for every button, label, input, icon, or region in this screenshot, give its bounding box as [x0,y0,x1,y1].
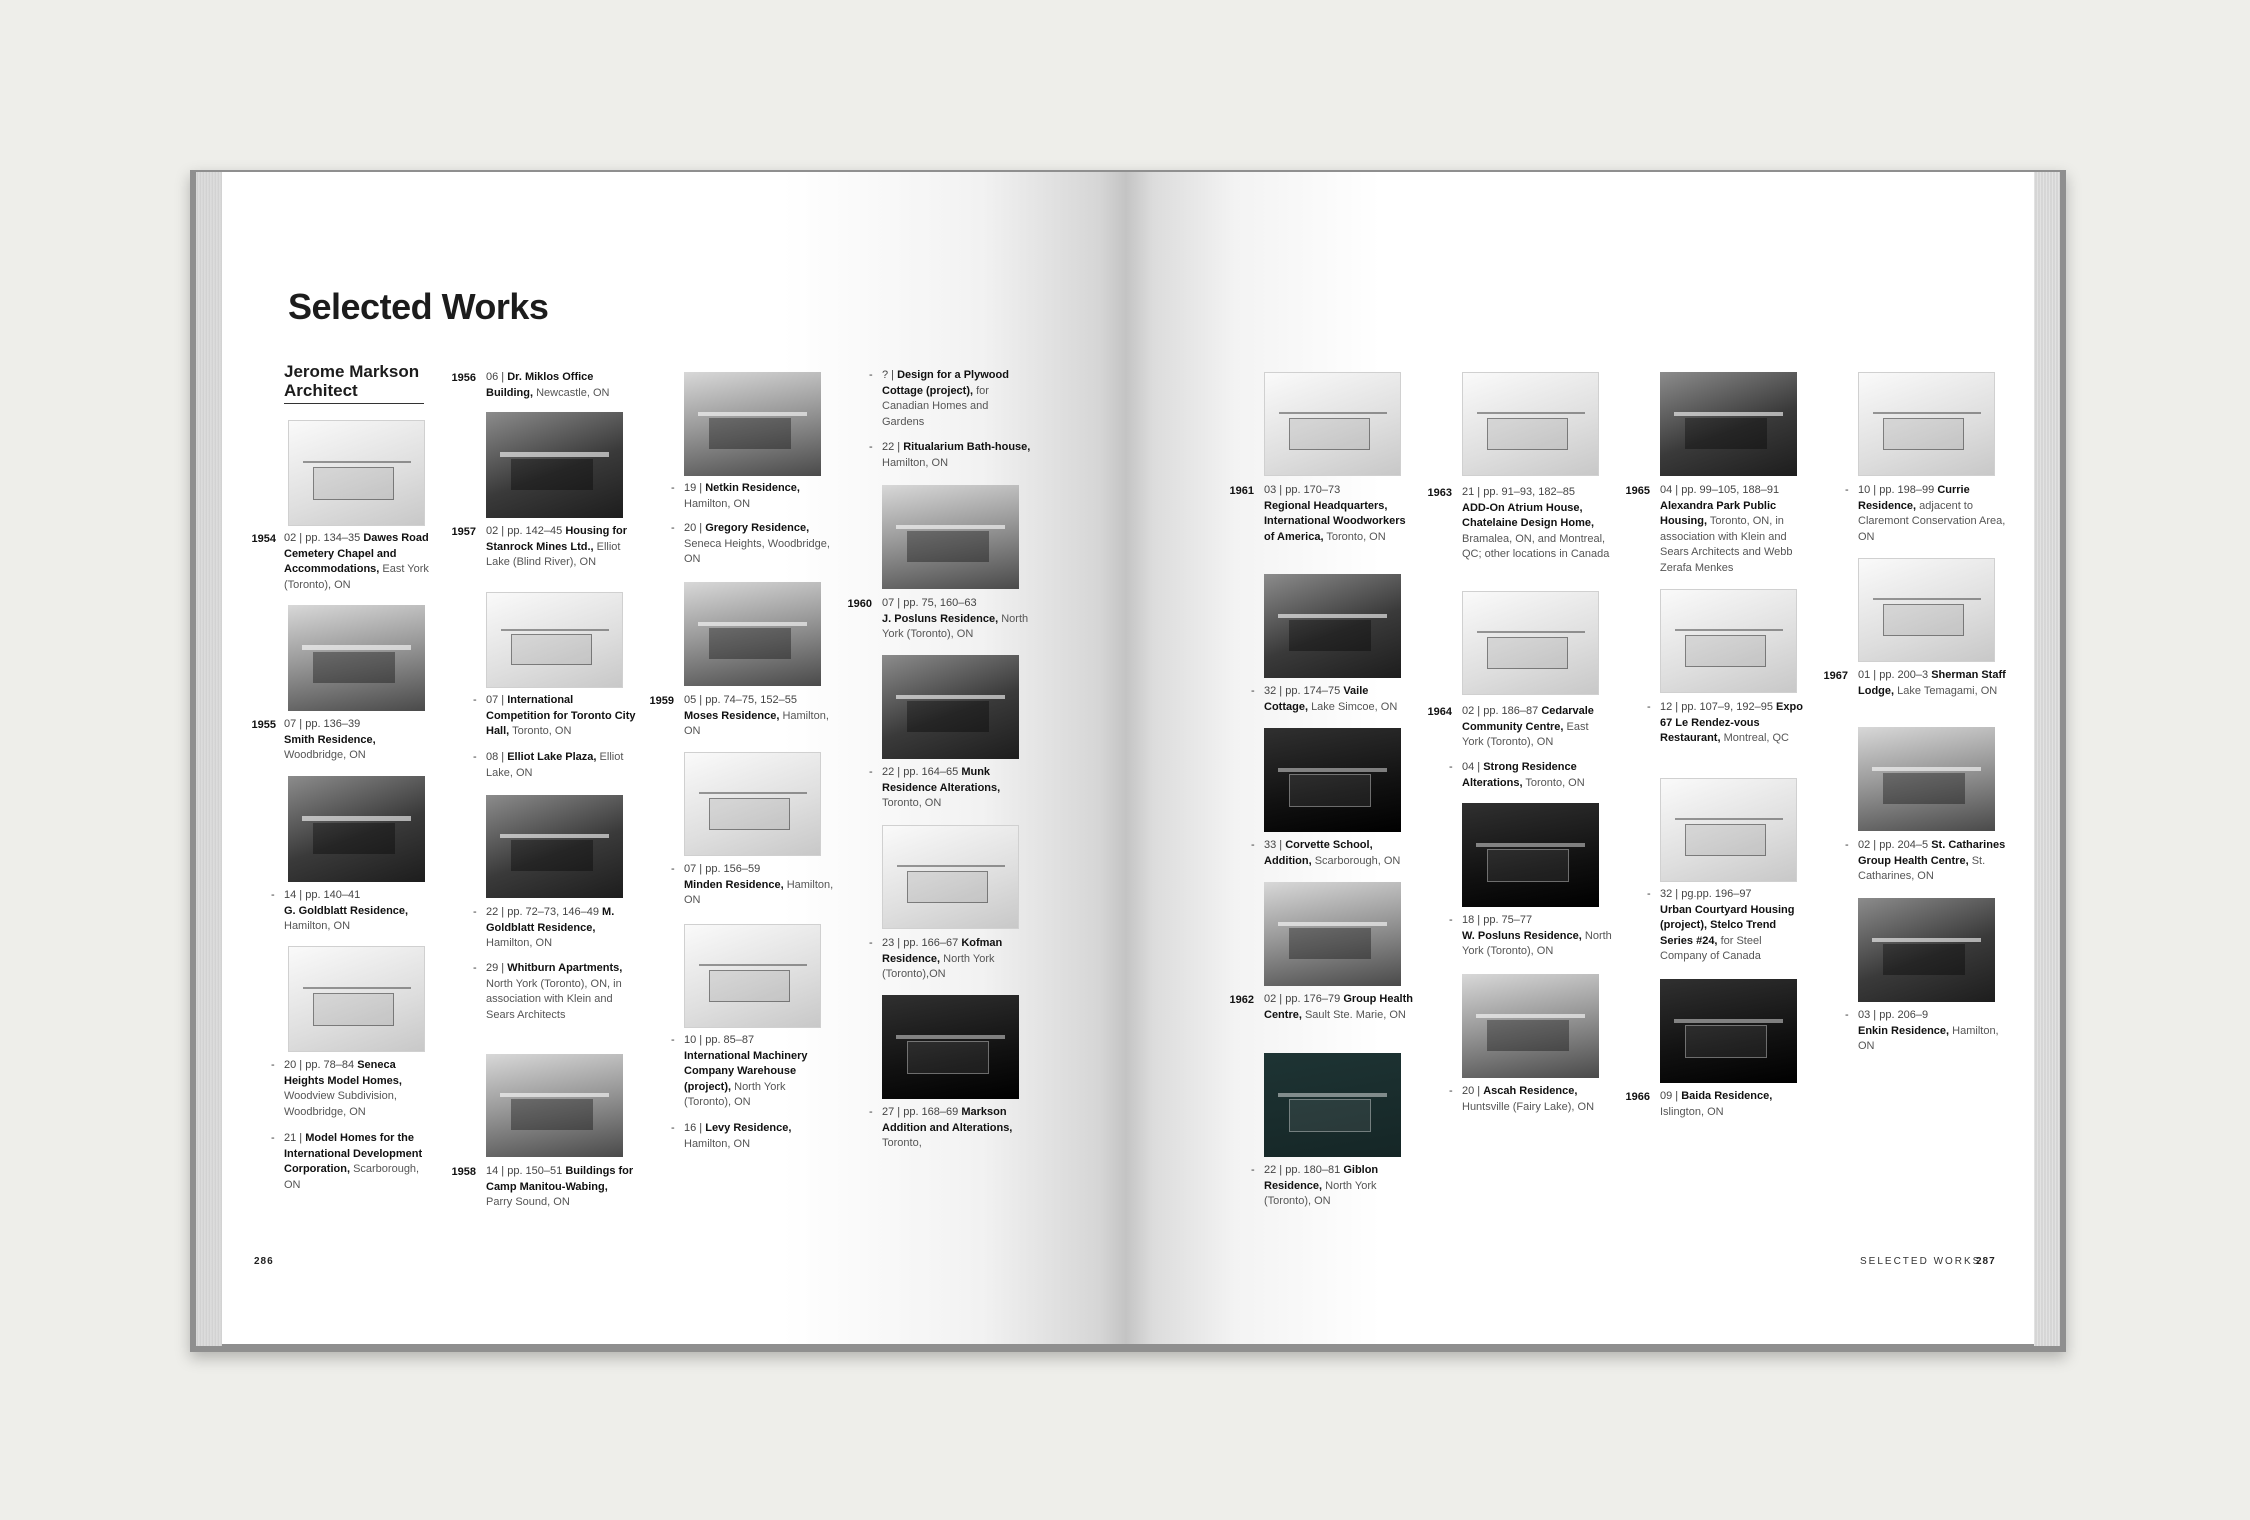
entry-ref: 22 | pp. 180–81 [1264,1164,1341,1176]
entry-location: Toronto, ON [1326,530,1386,543]
seneca-heights-sketch [288,946,425,1052]
works-entry [1462,1084,1612,1115]
entry-location: East York (Toronto), ON [284,563,429,591]
entry-ref: 04 | pp. 99–105, 188–91 [1660,484,1780,496]
entry-title: Dawes Road Cemetery Chapel and Accommodations, [284,532,429,575]
page-number-left: 286 [254,1256,274,1267]
year-label: 1962 [1229,994,1254,1006]
entry-ref: 23 | pp. 166–67 [882,937,959,949]
entry-title: Regional Headquarters, International Woodworkers of America, [1264,499,1406,543]
entry-ref: 07 | [486,694,505,706]
entry-location: Sault Ste. Marie, ON [1304,1008,1406,1021]
works-entry [1858,1008,2008,1055]
entry-location: Hamilton, ON [684,878,834,906]
year-label: 1957 [451,526,476,538]
entry-location: Lake Simcoe, ON [1311,700,1398,713]
year-label: 1961 [1229,485,1254,497]
entry-title: Strong Residence Alterations, [1462,761,1577,789]
year-label: 1963 [1427,487,1452,499]
entry-title: Whitburn Apartments, [507,962,623,974]
entry-title: Markson Addition and Alterations, [882,1106,1013,1134]
entry-ref: 08 | [486,751,505,763]
entry-ref: 02 | pp. 134–35 [284,532,361,544]
entry-ref: 20 | [684,522,703,534]
entry-location: Bramalea, ON, and Montreal, QC; other locations in Canada [1462,532,1610,560]
entry-location: Seneca Heights, Woodbridge, ON [684,537,830,565]
entry-location: North York (Toronto), ON [684,1080,786,1108]
entry-location: Toronto, ON, in association with Klein and Sears Architects and Webb Zerafa Menkes [1660,515,1793,574]
entry-title: St. Catharines Group Health Centre, [1858,839,2006,867]
entry-title: Corvette School, Addition, [1264,839,1373,867]
entry-location: North York (Toronto), ON [1264,1179,1377,1207]
entry-title: Ascah Residence, [1483,1085,1578,1097]
entry-ref: 32 | pg.pp. 196–97 [1660,888,1752,900]
entry-title: Group Health Centre, [1264,993,1413,1021]
entry-location: Hamilton, ON [684,497,751,510]
works-entry [684,521,834,568]
entry-title: Enkin Residence, [1858,1024,1950,1037]
works-entry [1660,700,1810,747]
entry-title: Gregory Residence, [705,522,810,534]
works-entry [684,862,834,909]
entry-location: North York (Toronto), ON [882,612,1029,640]
netkin-residence-photo [684,372,821,476]
markson-addition-interior-photo [882,995,1019,1099]
entry-location: East York (Toronto), ON [1462,720,1589,748]
entry-ref: 02 | pp. 176–79 [1264,993,1341,1005]
entry-location: Parry Sound, ON [486,1196,570,1208]
entry-location: Hamilton, ON [1858,1024,1999,1052]
works-entry [1858,483,2008,545]
entry-location: North York (Toronto), ON [1462,929,1612,957]
year-label: 1955 [251,719,276,731]
cedarvale-centre-sketch [1462,591,1599,695]
year-label: 1965 [1625,485,1650,497]
entry-ref: ? | [882,369,895,381]
works-entry [1264,684,1414,715]
moses-residence-photo [684,582,821,686]
entry-location: Hamilton, ON [284,920,351,932]
page-title: Selected Works [288,286,549,327]
camp-manitou-wabing-photo [486,1054,623,1157]
entry-title: International Competition for Toronto City Hall, [486,694,636,737]
entry-location: Toronto, ON [512,725,572,737]
entry-ref: 06 | [486,371,505,383]
entry-title: Buildings for Camp Manitou-Wabing, [486,1165,634,1193]
smith-residence-photo [288,605,425,711]
works-entry [1264,992,1414,1023]
works-entry [486,693,636,740]
works-entry [284,531,434,593]
entry-location: North York (Toronto),ON [882,952,995,980]
year-label: 1967 [1823,670,1848,682]
currie-residence-sketch [1858,372,1995,476]
entry-location: Woodbridge, ON [284,749,366,761]
city-hall-competition-drawing [486,592,623,688]
entry-ref: 07 | pp. 156–59 [684,863,761,875]
kofman-residence-sketch [882,825,1019,929]
entry-ref: 16 | [684,1122,703,1134]
w-posluns-residence-photo [1462,803,1599,907]
entry-title: Expo 67 Le Rendez-vous Restaurant, [1660,701,1803,744]
m-goldblatt-residence-photo [486,795,623,898]
page-edges-right [2034,172,2060,1346]
vaile-cottage-photo [1264,574,1401,678]
entry-ref: 18 | pp. 75–77 [1462,914,1533,926]
entry-location: Islington, ON [1660,1105,1724,1118]
entry-title: Netkin Residence, [705,482,800,494]
entry-ref: 33 | [1264,839,1283,851]
entry-ref: 02 | pp. 204–5 [1858,839,1929,851]
entry-location: Montreal, QC [1723,732,1790,744]
entry-title: J. Posluns Residence, [882,612,999,625]
entry-title: Dr. Miklos Office Building, [486,371,594,399]
entry-location: Hamilton, ON [684,709,829,737]
entry-location: Elliot Lake, ON [486,751,624,779]
entry-title: Minden Residence, [684,878,784,891]
entry-title: Kofman Residence, [882,937,1003,965]
year-label: 1966 [1625,1091,1650,1103]
works-entry [1462,704,1612,751]
entry-location: Hamilton, ON [684,1137,751,1150]
running-head: SELECTED WORKS [1860,1256,1982,1267]
entry-location: Scarborough, ON [1314,854,1401,867]
works-entry [1264,483,1414,545]
entry-title: Alexandra Park Public Housing, [1660,499,1777,527]
warehouse-sketch [684,924,821,1028]
entry-location: Elliot Lake (Blind River), ON [486,540,621,568]
entry-title: G. Goldblatt Residence, [284,904,409,917]
entry-ref: 29 | [486,962,505,974]
entry-title: Seneca Heights Model Homes, [284,1059,402,1087]
works-entry [882,596,1032,643]
entry-title: Elliot Lake Plaza, [507,751,597,763]
entry-ref: 14 | pp. 150–51 [486,1165,563,1177]
entry-ref: 14 | pp. 140–41 [284,889,361,901]
works-entry [1660,887,1810,965]
entry-title: Munk Residence Alterations, [882,766,1001,794]
ascah-residence-photo [1462,974,1599,1078]
works-entry [486,370,636,401]
works-entry [684,481,834,512]
works-entry [486,750,636,781]
year-label: 1964 [1427,706,1452,718]
year-label: 1960 [847,598,872,610]
works-entry [882,765,1032,812]
architect-name: Jerome Markson Architect [284,362,424,404]
works-entry [684,693,834,740]
sherman-lodge-sketch [1858,558,1995,662]
minden-residence-drawing [684,752,821,856]
works-entry [1858,668,2008,699]
entry-location: Woodview Subdivision, Woodbridge, ON [284,1090,397,1118]
entry-location: for Canadian Homes and Gardens [882,384,989,428]
entry-title: Ritualarium Bath-house, [903,441,1031,453]
entry-title: Model Homes for the International Development Corporation, [284,1132,423,1175]
entry-title: Currie Residence, [1858,484,1970,512]
year-label: 1959 [649,695,674,707]
entry-ref: 22 | [882,441,901,453]
entry-title: Moses Residence, [684,709,780,722]
entry-location: St. Catharines, ON [1858,854,1986,882]
works-entry [284,888,434,935]
works-entry [882,440,1032,471]
entry-location: Toronto, [882,1137,922,1149]
entry-title: Design for a Plywood Cottage (project), [882,369,1009,397]
stanrock-housing-photo [486,412,623,518]
works-entry [284,1131,434,1193]
entry-ref: 21 | [284,1132,303,1144]
works-entry [486,905,636,952]
entry-title: Urban Courtyard Housing (project), Stelco Trend Series #24, [1660,903,1795,947]
corvette-school-photo [1264,728,1401,832]
entry-ref: 03 | pp. 170–73 [1264,484,1341,496]
alexandra-park-photo [1660,372,1797,476]
entry-ref: 07 | pp. 136–39 [284,718,361,730]
dawes-chapel-drawing [288,420,425,526]
works-entry [1264,1163,1414,1210]
year-label: 1954 [251,533,276,545]
entry-title: Sherman Staff Lodge, [1858,669,2006,697]
year-label: 1956 [451,372,476,384]
entry-location: Newcastle, ON [536,386,610,399]
urban-courtyard-sketch [1660,778,1797,882]
entry-ref: 02 | pp. 142–45 [486,525,563,537]
entry-title: International Machinery Company Warehouse (project), [684,1049,808,1093]
st-catharines-health-centre-photo [1858,727,1995,831]
year-label: 1958 [451,1166,476,1178]
works-entry [486,961,636,1023]
entry-ref: 22 | pp. 164–65 [882,766,959,778]
entry-ref: 09 | [1660,1090,1679,1102]
works-entry [882,936,1032,983]
entry-title: Cedarvale Community Centre, [1462,705,1594,733]
entry-title: M. Goldblatt Residence, [486,906,615,934]
entry-location: for Steel Company of Canada [1660,934,1762,962]
entry-location: Hamilton, ON [882,456,949,469]
entry-ref: 20 | pp. 78–84 [284,1059,355,1071]
works-entry [1462,913,1612,960]
works-entry [486,524,636,571]
entry-ref: 20 | [1462,1085,1481,1097]
page-number-right: 287 [1976,1256,1996,1267]
entry-ref: 19 | [684,482,703,494]
entry-location: Scarborough, ON [284,1163,420,1191]
works-entry [284,1058,434,1120]
entry-ref: 10 | pp. 85–87 [684,1034,755,1046]
entry-ref: 12 | pp. 107–9, 192–95 [1660,701,1773,713]
munk-residence-interior-photo [882,655,1019,759]
entry-location: Toronto, ON [882,797,942,809]
works-entry [684,1121,834,1152]
entry-ref: 22 | pp. 72–73, 146–49 [486,906,599,918]
entry-title: Giblon Residence, [1264,1164,1379,1192]
entry-ref: 05 | pp. 74–75, 152–55 [684,694,797,706]
entry-location: Huntsville (Fairy Lake), ON [1462,1100,1595,1113]
works-entry [882,368,1032,430]
iwa-headquarters-plan [1264,372,1401,476]
posluns-residence-photo [882,485,1019,589]
baida-residence-photo [1660,979,1797,1083]
giblon-residence-elevation [1264,1053,1401,1157]
entry-location: Hamilton, ON [486,937,553,949]
goldblatt-residence-photo [288,776,425,882]
expo-67-plan [1660,589,1797,693]
entry-title: Smith Residence, [284,733,376,746]
entry-ref: 10 | pp. 198–99 [1858,484,1935,496]
entry-title: Baida Residence, [1681,1090,1773,1102]
works-entry [1660,1089,1810,1120]
works-entry [684,1033,834,1111]
entry-title: Housing for Stanrock Mines Ltd., [486,525,628,553]
works-entry [486,1164,636,1211]
works-entry [1660,483,1810,576]
works-entry [1462,485,1612,563]
works-entry [1264,838,1414,869]
entry-ref: 03 | pp. 206–9 [1858,1009,1929,1021]
entry-title: ADD-On Atrium House, Chatelaine Design Home, [1462,501,1595,529]
entry-location: Toronto, ON [1525,776,1585,789]
works-entry [1858,838,2008,885]
works-entry [882,1105,1032,1152]
entry-ref: 32 | pp. 174–75 [1264,685,1341,697]
page-edges-left [196,172,222,1346]
works-entry [284,717,434,764]
entry-ref: 04 | [1462,761,1481,773]
entry-title: Levy Residence, [705,1122,792,1134]
atrium-house-sketch [1462,372,1599,476]
entry-ref: 07 | pp. 75, 160–63 [882,597,977,609]
entry-title: W. Posluns Residence, [1462,929,1582,942]
entry-location: adjacent to Claremont Conservation Area, ON [1858,499,2006,543]
entry-location: North York (Toronto), ON, in association with Klein and Sears Architects [486,977,622,1021]
group-health-centre-photo [1264,882,1401,986]
entry-location: Lake Temagami, ON [1897,684,1998,697]
entry-ref: 02 | pp. 186–87 [1462,705,1539,717]
entry-ref: 21 | pp. 91–93, 182–85 [1462,486,1575,498]
entry-ref: 01 | pp. 200–3 [1858,669,1929,681]
entry-ref: 27 | pp. 168–69 [882,1106,959,1118]
entry-title: Vaile Cottage, [1264,685,1369,713]
works-entry [1462,760,1612,791]
enkin-residence-photo [1858,898,1995,1002]
